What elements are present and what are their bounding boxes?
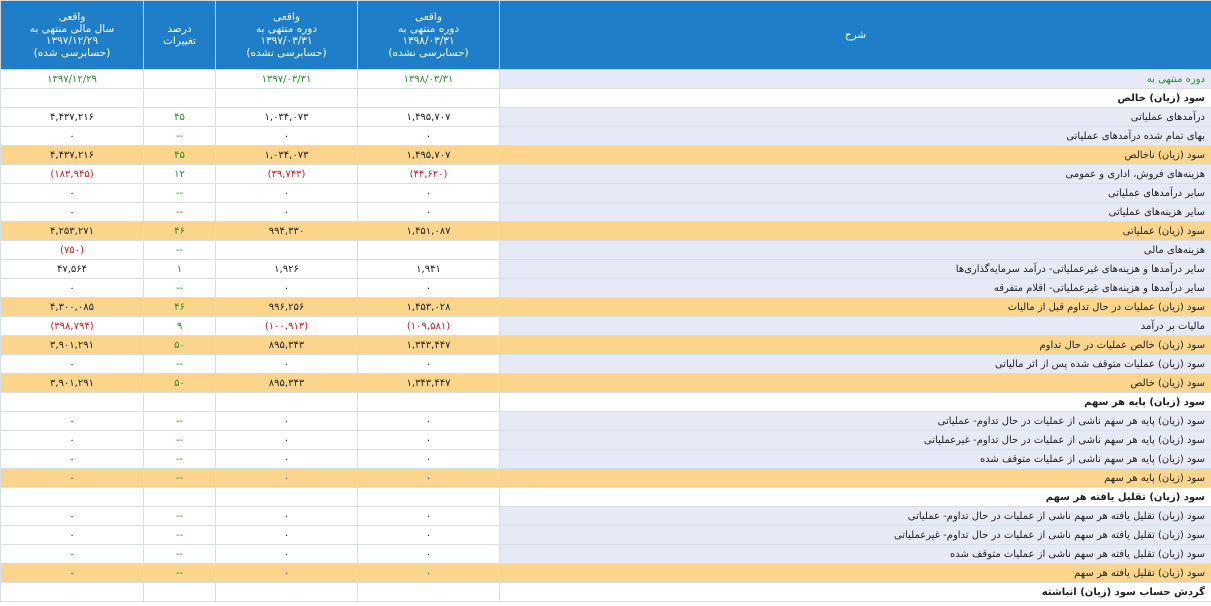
value-1398: ۰ <box>358 203 500 222</box>
header-period-1398 <box>358 1 500 70</box>
value-fiscal-year: ۴,۴۳۷,۲۱۶ <box>1 108 144 127</box>
value-fiscal-year <box>1 393 144 412</box>
row-label: گردش حساب سود (زیان) انباشته <box>500 583 1211 602</box>
value-1398: ۰ <box>358 355 500 374</box>
value-fiscal-year: ۰ <box>1 412 144 431</box>
row-label: سود (زیان) ناخالص <box>500 146 1211 165</box>
table-body <box>1 70 1211 602</box>
value-fiscal-year: ۰ <box>1 355 144 374</box>
change-percent: ۴۵ <box>144 146 216 165</box>
table-row <box>1 374 1211 393</box>
table-row <box>1 431 1211 450</box>
value-1397: ۱,۹۲۶ <box>216 260 358 279</box>
header-line: ۱۳۹۷/۰۳/۳۱ <box>260 35 313 47</box>
table-row <box>1 450 1211 469</box>
table-row <box>1 545 1211 564</box>
value-1398: (۱۰۹,۵۸۱) <box>358 317 500 336</box>
header-line: (حسابرسی نشده) <box>388 47 469 59</box>
header-row <box>1 1 1211 70</box>
table-row <box>1 89 1211 108</box>
change-percent: -- <box>144 241 216 260</box>
change-percent: -- <box>144 279 216 298</box>
value-fiscal-year: ۱۳۹۷/۱۲/۲۹ <box>1 70 144 89</box>
table-row <box>1 355 1211 374</box>
header-change-percent <box>144 1 216 70</box>
value-fiscal-year: ۳,۹۰۱,۲۹۱ <box>1 374 144 393</box>
header-line: (حسابرسی نشده) <box>246 47 327 59</box>
row-label: سود (زیان) تقلیل یافته هر سهم <box>500 488 1211 507</box>
value-fiscal-year: (۱۸۳,۹۴۵) <box>1 165 144 184</box>
value-1398 <box>358 393 500 412</box>
value-fiscal-year: (۷۵۰) <box>1 241 144 260</box>
value-fiscal-year: ۰ <box>1 469 144 488</box>
table-row <box>1 146 1211 165</box>
value-fiscal-year <box>1 583 144 602</box>
value-fiscal-year: ۰ <box>1 507 144 526</box>
table-row <box>1 393 1211 412</box>
table-row <box>1 279 1211 298</box>
row-label: سود (زیان) پایه هر سهم <box>500 393 1211 412</box>
table-row <box>1 298 1211 317</box>
value-fiscal-year: ۴۷,۵۶۴ <box>1 260 144 279</box>
change-percent: -- <box>144 450 216 469</box>
table-row <box>1 488 1211 507</box>
row-label: سود (زیان) عملیات در حال تداوم قبل از مالیات <box>500 298 1211 317</box>
header-line: واقعی <box>415 11 442 23</box>
value-1397: ۰ <box>216 279 358 298</box>
value-1398: ۰ <box>358 184 500 203</box>
row-label: سود (زیان) پایه هر سهم ناشی از عملیات در حال تداوم- غیرعملیاتی <box>500 431 1211 450</box>
value-1397: ۰ <box>216 545 358 564</box>
value-1397: ۱,۰۳۴,۰۷۳ <box>216 108 358 127</box>
value-1397: ۰ <box>216 355 358 374</box>
value-fiscal-year: ۰ <box>1 279 144 298</box>
table-row <box>1 469 1211 488</box>
row-label: سود (زیان) عملیات متوقف شده پس از اثر مالیاتی <box>500 355 1211 374</box>
value-1397: ۰ <box>216 412 358 431</box>
change-percent: -- <box>144 564 216 583</box>
value-1398: ۰ <box>358 431 500 450</box>
row-label: سایر درآمدهای عملیاتی <box>500 184 1211 203</box>
value-1397: ۱۳۹۷/۰۳/۳۱ <box>216 70 358 89</box>
change-percent <box>144 583 216 602</box>
change-percent: ۴۶ <box>144 298 216 317</box>
change-percent: -- <box>144 412 216 431</box>
value-1397: ۰ <box>216 127 358 146</box>
table-row <box>1 583 1211 602</box>
row-label: بهای تمام شده درآمدهای عملیاتی <box>500 127 1211 146</box>
row-label: سود (زیان) پایه هر سهم ناشی از عملیات متوقف شده <box>500 450 1211 469</box>
row-label: سود (زیان) تقلیل یافته هر سهم ناشی از عملیات متوقف شده <box>500 545 1211 564</box>
header-line: ۱۳۹۸/۰۳/۳۱ <box>402 35 455 47</box>
value-1398: ۰ <box>358 450 500 469</box>
change-percent: -- <box>144 526 216 545</box>
table-row <box>1 241 1211 260</box>
change-percent: ۵۰ <box>144 336 216 355</box>
row-label: درآمدهای عملیاتی <box>500 108 1211 127</box>
value-fiscal-year: ۰ <box>1 431 144 450</box>
value-1397 <box>216 583 358 602</box>
change-percent <box>144 70 216 89</box>
value-1398: ۰ <box>358 545 500 564</box>
change-percent: -- <box>144 203 216 222</box>
row-label: هزینه‌های مالی <box>500 241 1211 260</box>
table-row <box>1 317 1211 336</box>
value-1397: ۰ <box>216 526 358 545</box>
row-label: سود (زیان) خالص عملیات در حال تداوم <box>500 336 1211 355</box>
row-label: سایر هزینه‌های عملیاتی <box>500 203 1211 222</box>
row-label: سایر درآمدها و هزینه‌های غیرعملیاتی- درآمد سرمایه‌گذاری‌ها <box>500 260 1211 279</box>
header-line: واقعی <box>58 11 86 23</box>
header-period-1397 <box>216 1 358 70</box>
value-fiscal-year: ۰ <box>1 127 144 146</box>
value-1398: ۱,۴۵۱,۰۸۷ <box>358 222 500 241</box>
row-label: سود (زیان) تقلیل یافته هر سهم ناشی از عملیات در حال تداوم- عملیاتی <box>500 507 1211 526</box>
value-1397: ۸۹۵,۳۴۳ <box>216 374 358 393</box>
change-percent <box>144 393 216 412</box>
header-line: (حسابرسی شده) <box>33 47 111 59</box>
value-1397 <box>216 89 358 108</box>
value-fiscal-year: (۳۹۸,۷۹۴) <box>1 317 144 336</box>
change-percent: -- <box>144 184 216 203</box>
row-label: سود (زیان) پایه هر سهم <box>500 469 1211 488</box>
table-row <box>1 222 1211 241</box>
value-1397: ۰ <box>216 564 358 583</box>
change-percent: ۱۲ <box>144 165 216 184</box>
value-1397 <box>216 393 358 412</box>
value-1398 <box>358 89 500 108</box>
value-1398: ۰ <box>358 412 500 431</box>
change-percent: -- <box>144 431 216 450</box>
row-label: دوره منتهی به <box>500 70 1211 89</box>
value-1398: ۱,۳۴۳,۴۴۷ <box>358 374 500 393</box>
value-fiscal-year: ۰ <box>1 450 144 469</box>
change-percent: ۴۶ <box>144 222 216 241</box>
change-percent: ۹ <box>144 317 216 336</box>
row-label: سود (زیان) خالص <box>500 89 1211 108</box>
value-1397: (۱۰۰,۹۱۳) <box>216 317 358 336</box>
change-percent: -- <box>144 545 216 564</box>
value-1397: ۰ <box>216 184 358 203</box>
value-1398: ۱,۳۴۳,۴۴۷ <box>358 336 500 355</box>
table-row <box>1 336 1211 355</box>
value-fiscal-year: ۰ <box>1 184 144 203</box>
change-percent: -- <box>144 507 216 526</box>
value-1398: ۱,۴۹۵,۷۰۷ <box>358 108 500 127</box>
value-fiscal-year: ۰ <box>1 203 144 222</box>
value-1398 <box>358 583 500 602</box>
row-label: سود (زیان) تقلیل یافته هر سهم <box>500 564 1211 583</box>
row-label: سود (زیان) پایه هر سهم ناشی از عملیات در حال تداوم- عملیاتی <box>500 412 1211 431</box>
value-1398 <box>358 241 500 260</box>
table-row <box>1 127 1211 146</box>
value-1397: ۹۹۶,۲۵۶ <box>216 298 358 317</box>
change-percent <box>144 89 216 108</box>
value-1397: (۳۹,۷۴۳) <box>216 165 358 184</box>
value-1397: ۱,۰۳۴,۰۷۳ <box>216 146 358 165</box>
value-1398: ۱,۴۹۵,۷۰۷ <box>358 146 500 165</box>
table-row <box>1 70 1211 89</box>
table-row <box>1 184 1211 203</box>
value-1397 <box>216 241 358 260</box>
value-1398: ۰ <box>358 469 500 488</box>
change-percent: -- <box>144 127 216 146</box>
value-1398: ۰ <box>358 507 500 526</box>
header-line: دوره منتهی به <box>255 23 318 35</box>
value-1398: ۰ <box>358 279 500 298</box>
value-fiscal-year: ۴,۳۰۰,۰۸۵ <box>1 298 144 317</box>
value-1397: ۰ <box>216 507 358 526</box>
value-1398: ۰ <box>358 526 500 545</box>
table-row <box>1 412 1211 431</box>
row-label: سود (زیان) تقلیل یافته هر سهم ناشی از عملیات در حال تداوم- غیرعملیاتی <box>500 526 1211 545</box>
value-1397: ۸۹۵,۳۴۳ <box>216 336 358 355</box>
table-row <box>1 203 1211 222</box>
value-1398: ۰ <box>358 127 500 146</box>
header-line: ۱۳۹۷/۱۲/۲۹ <box>45 35 99 47</box>
header-line: سال مالی منتهی به <box>29 23 115 35</box>
value-fiscal-year <box>1 89 144 108</box>
value-fiscal-year <box>1 488 144 507</box>
change-percent: ۴۵ <box>144 108 216 127</box>
change-percent: -- <box>144 469 216 488</box>
header-line: درصد <box>167 23 192 35</box>
change-percent: -- <box>144 355 216 374</box>
value-fiscal-year: ۴,۲۵۳,۲۷۱ <box>1 222 144 241</box>
row-label: سود (زیان) عملیاتی <box>500 222 1211 241</box>
value-1397: ۰ <box>216 450 358 469</box>
table-row <box>1 108 1211 127</box>
change-percent <box>144 488 216 507</box>
table-row <box>1 564 1211 583</box>
header-line: تغییرات <box>163 35 196 47</box>
value-fiscal-year: ۴,۴۳۷,۲۱۶ <box>1 146 144 165</box>
value-fiscal-year: ۰ <box>1 564 144 583</box>
value-1397: ۰ <box>216 203 358 222</box>
header-description: شرح <box>500 1 1211 70</box>
row-label: هزینه‌های فروش، اداری و عمومی <box>500 165 1211 184</box>
table-row <box>1 260 1211 279</box>
table-row <box>1 165 1211 184</box>
value-1398: ۱۳۹۸/۰۳/۳۱ <box>358 70 500 89</box>
value-fiscal-year: ۰ <box>1 545 144 564</box>
value-fiscal-year: ۰ <box>1 526 144 545</box>
change-percent: ۱ <box>144 260 216 279</box>
value-1398: ۰ <box>358 564 500 583</box>
table-row <box>1 507 1211 526</box>
value-1398: ۱,۹۴۱ <box>358 260 500 279</box>
header-fiscal-year <box>1 1 144 70</box>
row-label: سایر درآمدها و هزینه‌های غیرعملیاتی- اقلام متفرقه <box>500 279 1211 298</box>
table-row <box>1 526 1211 545</box>
value-1398: (۴۴,۶۲۰) <box>358 165 500 184</box>
value-1398 <box>358 488 500 507</box>
value-1397 <box>216 488 358 507</box>
value-1397: ۹۹۴,۳۳۰ <box>216 222 358 241</box>
value-1397: ۰ <box>216 469 358 488</box>
header-line: دوره منتهی به <box>397 23 460 35</box>
value-1398: ۱,۴۵۳,۰۲۸ <box>358 298 500 317</box>
row-label: سود (زیان) خالص <box>500 374 1211 393</box>
value-1397: ۰ <box>216 431 358 450</box>
change-percent: ۵۰ <box>144 374 216 393</box>
header-line: واقعی <box>273 11 300 23</box>
value-fiscal-year: ۳,۹۰۱,۲۹۱ <box>1 336 144 355</box>
row-label: مالیات بر درآمد <box>500 317 1211 336</box>
